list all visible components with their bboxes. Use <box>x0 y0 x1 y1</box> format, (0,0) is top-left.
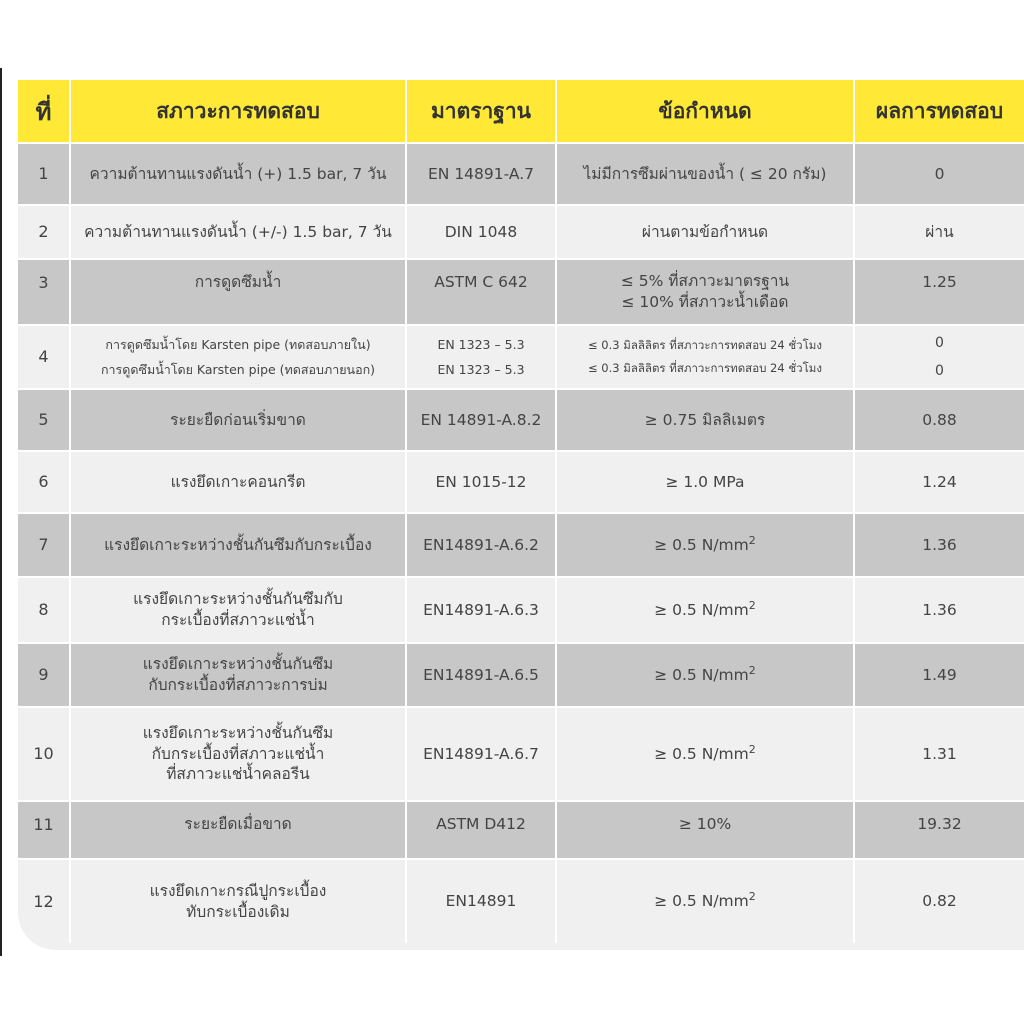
condition-line: กระเบื้องที่สภาวะแช่น้ำ <box>161 611 315 629</box>
row-number: 9 <box>18 643 70 707</box>
test-requirement <box>556 259 854 325</box>
test-result: 0.82 <box>854 859 1024 943</box>
test-condition: ความต้านทานแรงดันน้ำ (+) 1.5 bar, 7 วัน <box>70 143 406 205</box>
requirement-text: ≥ 0.5 N/mm <box>654 666 749 685</box>
test-condition <box>70 577 406 643</box>
requirement-text: ≥ 0.5 N/mm <box>654 892 749 911</box>
row-number: 1 <box>18 143 70 205</box>
result-line: 0 <box>935 363 944 379</box>
row-number: 11 <box>18 801 70 859</box>
standard-line: EN 1323 – 5.3 <box>437 362 525 377</box>
superscript: 2 <box>748 890 756 904</box>
test-condition: แรงยึดเกาะคอนกรีต <box>70 451 406 513</box>
test-standard: EN 14891-A.8.2 <box>406 389 556 451</box>
superscript: 2 <box>748 598 756 612</box>
test-result: ผ่าน <box>854 205 1024 259</box>
test-requirement <box>556 643 854 707</box>
requirement-line: ≤ 5% ที่สภาวะมาตรฐาน <box>620 272 790 291</box>
requirement-line: ≤ 0.3 มิลลิลิตร ที่สภาวะการทดสอบ 24 ชั่วโมง <box>588 361 822 375</box>
test-standard: EN 14891-A.7 <box>406 143 556 205</box>
test-result: 1.36 <box>854 513 1024 577</box>
table-row <box>18 143 1024 205</box>
condition-line: กับกระเบื้องที่สภาวะแช่น้ำ <box>151 744 325 763</box>
condition-line: แรงยึดเกาะระหว่างชั้นกันซึม <box>142 655 334 674</box>
superscript: 2 <box>748 663 756 677</box>
superscript: 2 <box>748 533 756 547</box>
test-requirement: ไม่มีการซึมผ่านของน้ำ ( ≤ 20 กรัม) <box>556 143 854 205</box>
row-number: 6 <box>18 451 70 513</box>
test-standard: ASTM D412 <box>406 801 556 859</box>
test-condition: แรงยึดเกาะระหว่างชั้นกันซึมกับกระเบื้อง <box>70 513 406 577</box>
table-row <box>18 643 1024 707</box>
header-result: ผลการทดสอบ <box>854 80 1024 143</box>
table-row <box>18 325 1024 389</box>
condition-line: แรงยึดเกาะกรณีปูกระเบื้อง <box>149 881 327 900</box>
test-result: 1.24 <box>854 451 1024 513</box>
test-result: 19.32 <box>854 801 1024 859</box>
test-requirement: ผ่านตามข้อกำหนด <box>556 205 854 259</box>
row-number: 5 <box>18 389 70 451</box>
header-requirement: ข้อกำหนด <box>556 80 854 143</box>
table-row <box>18 801 1024 859</box>
test-condition <box>70 859 406 943</box>
test-requirement: ≥ 10% <box>556 801 854 859</box>
test-requirement <box>556 325 854 389</box>
test-condition: การดูดซึมน้ำ <box>70 259 406 325</box>
condition-line: การดูดซึมน้ำโดย Karsten pipe (ทดสอบภายใน) <box>105 337 371 352</box>
table-row <box>18 389 1024 451</box>
test-result: 1.25 <box>854 259 1024 325</box>
requirement-text: ≥ 0.5 N/mm <box>654 536 749 555</box>
requirement-line: ≤ 10% ที่สภาวะน้ำเดือด <box>621 293 789 311</box>
test-requirement: ≥ 1.0 MPa <box>556 451 854 513</box>
header-no: ที่ <box>18 80 70 143</box>
requirement-text: ≥ 0.5 N/mm <box>654 601 749 620</box>
table-header-row <box>18 80 1024 143</box>
condition-line: ทับกระเบื้องเดิม <box>186 902 290 921</box>
row-number: 3 <box>18 259 70 325</box>
result-line: 0 <box>935 335 944 351</box>
test-condition: ความต้านทานแรงดันน้ำ (+/-) 1.5 bar, 7 วัน <box>70 205 406 259</box>
test-standard <box>406 325 556 389</box>
test-result: 1.31 <box>854 707 1024 801</box>
test-condition <box>70 643 406 707</box>
test-standard: EN 1015-12 <box>406 451 556 513</box>
test-result: 1.36 <box>854 577 1024 643</box>
table-row <box>18 205 1024 259</box>
test-standard: ASTM C 642 <box>406 259 556 325</box>
table-row <box>18 451 1024 513</box>
table-row <box>18 707 1024 801</box>
test-condition: ระยะยืดก่อนเริ่มขาด <box>70 389 406 451</box>
row-number: 12 <box>18 859 70 943</box>
condition-line: แรงยึดเกาะระหว่างชั้นกันซึม <box>142 723 334 742</box>
test-requirement <box>556 707 854 801</box>
requirement-text: ≥ 0.5 N/mm <box>654 745 749 764</box>
test-requirement <box>556 859 854 943</box>
test-standard: EN14891-A.6.3 <box>406 577 556 643</box>
table-row <box>18 577 1024 643</box>
table-row <box>18 859 1024 943</box>
condition-line: การดูดซึมน้ำโดย Karsten pipe (ทดสอบภายนอก) <box>100 362 376 377</box>
test-standard: EN14891-A.6.5 <box>406 643 556 707</box>
test-condition <box>70 707 406 801</box>
requirement-line: ≤ 0.3 มิลลิลิตร ที่สภาวะการทดสอบ 24 ชั่วโมง <box>588 338 822 352</box>
row-number: 4 <box>18 325 70 389</box>
test-standard: EN14891 <box>406 859 556 943</box>
test-result: 0 <box>854 143 1024 205</box>
superscript: 2 <box>748 742 756 756</box>
row-number: 2 <box>18 205 70 259</box>
test-condition: ระยะยืดเมื่อขาด <box>70 801 406 859</box>
test-results-card <box>18 80 1024 950</box>
standard-line: EN 1323 – 5.3 <box>437 337 525 352</box>
test-requirement <box>556 577 854 643</box>
test-standard: EN14891-A.6.7 <box>406 707 556 801</box>
test-standard: DIN 1048 <box>406 205 556 259</box>
left-border-line <box>0 68 2 956</box>
header-condition: สภาวะการทดสอบ <box>70 80 406 143</box>
row-number: 10 <box>18 707 70 801</box>
row-number: 7 <box>18 513 70 577</box>
condition-line: ที่สภาวะแช่น้ำคลอรีน <box>166 765 310 784</box>
test-result: 1.49 <box>854 643 1024 707</box>
condition-line: แรงยึดเกาะระหว่างชั้นกันซึมกับ <box>133 590 343 609</box>
header-standard: มาตราฐาน <box>406 80 556 143</box>
test-standard: EN14891-A.6.2 <box>406 513 556 577</box>
test-results-table <box>18 80 1024 943</box>
test-condition <box>70 325 406 389</box>
row-number: 8 <box>18 577 70 643</box>
condition-line: กับกระเบื้องที่สภาวะการบ่ม <box>148 676 328 694</box>
table-row <box>18 259 1024 325</box>
test-result <box>854 325 1024 389</box>
test-requirement: ≥ 0.75 มิลลิเมตร <box>556 389 854 451</box>
test-result: 0.88 <box>854 389 1024 451</box>
table-row <box>18 513 1024 577</box>
test-requirement <box>556 513 854 577</box>
